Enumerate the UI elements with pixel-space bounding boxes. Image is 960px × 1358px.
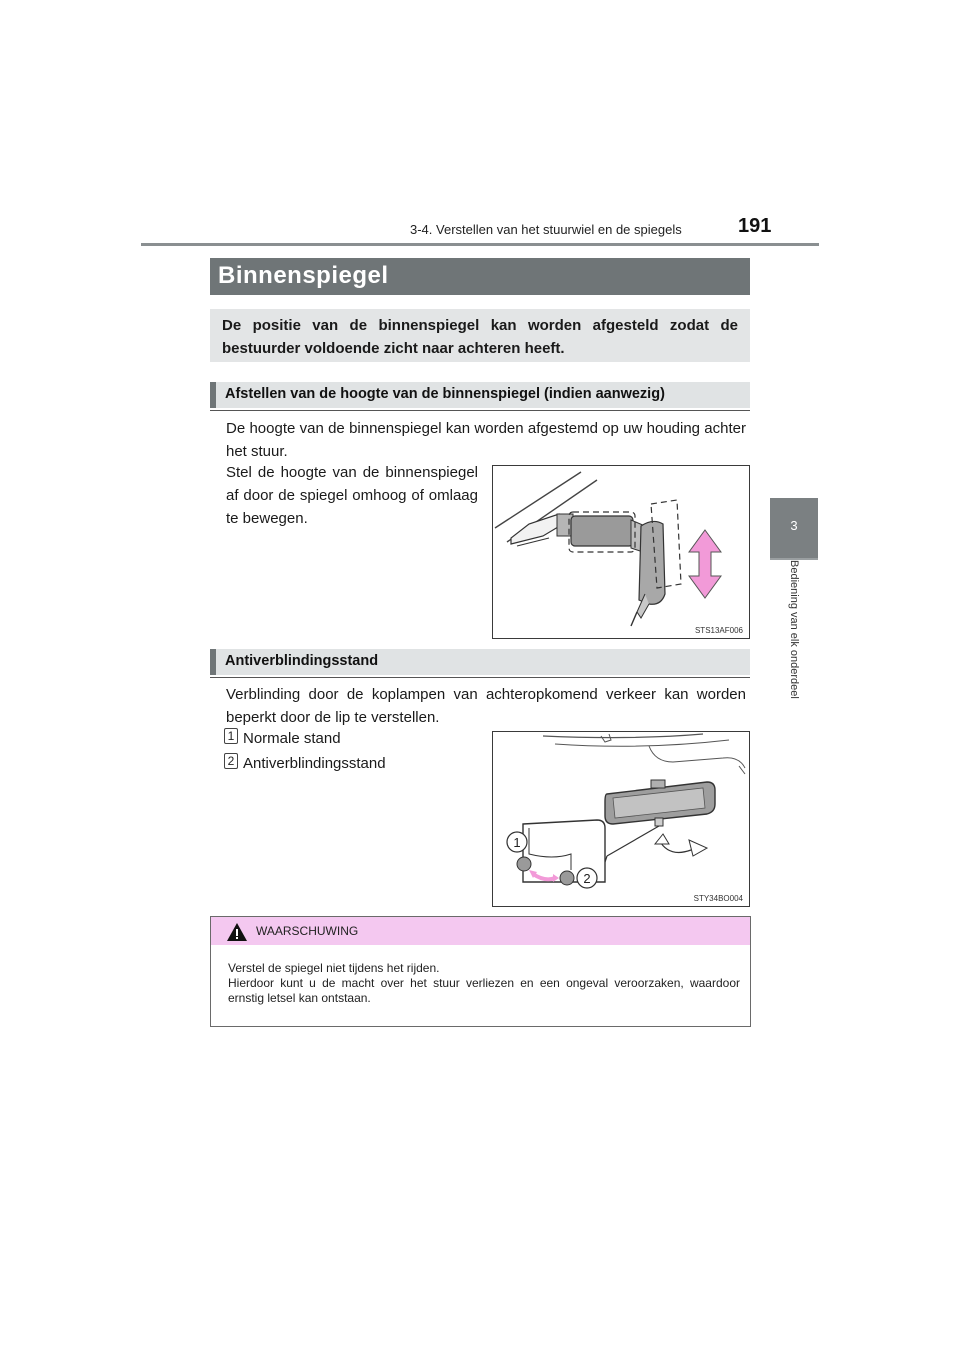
chapter-label: Bediening van elk onderdeel <box>788 560 800 699</box>
section-heading-underline <box>210 677 750 678</box>
item-number-1: 1 <box>224 728 238 744</box>
page-number: 191 <box>738 215 772 237</box>
page-title: Binnenspiegel <box>218 262 389 289</box>
header-section-title: 3-4. Verstellen van het stuurwiel en de spiegels <box>410 222 682 237</box>
section-heading-accent <box>210 649 216 675</box>
item-label-antiglare: Antiverblindingsstand <box>243 755 386 772</box>
warning-triangle-icon <box>226 922 248 942</box>
section-heading-antiglare: Antiverblindingsstand <box>225 653 379 669</box>
section-heading-height: Afstellen van de hoogte van de binnenspiegel (indien aanwezig) <box>225 386 665 402</box>
warning-title: WAARSCHUWING <box>256 924 359 938</box>
height-adjust-instruction: Stel de hoogte van de binnenspiegel af door de spiegel omhoog of omlaag te bewegen. <box>226 464 478 527</box>
figure-mirror-height <box>492 465 750 639</box>
antiglare-illustration <box>493 732 749 906</box>
figure-code-height: STS13AF006 <box>694 626 743 635</box>
chapter-number: 3 <box>790 518 798 533</box>
warning-line-1: Verstel de spiegel niet tijdens het rijden. <box>228 961 440 975</box>
section-heading-underline <box>210 410 750 411</box>
height-adjust-paragraph: De hoogte van de binnenspiegel kan worden afgestemd op uw houding achter het stuur. <box>226 420 746 460</box>
section-heading-accent <box>210 382 216 408</box>
header-divider <box>141 243 819 246</box>
warning-body <box>228 961 740 1006</box>
mirror-height-illustration <box>493 466 749 638</box>
figure-code-antiglare: STY34BO004 <box>693 894 743 903</box>
figure-antiglare <box>492 731 750 907</box>
item-label-normal: Normale stand <box>243 730 341 747</box>
antiglare-paragraph: Verblinding door de koplampen van achteropkomend verkeer kan worden beperkt door de lip te verstellen. <box>226 686 746 726</box>
intro-text: De positie van de binnenspiegel kan worden afgesteld zodat de bestuurder voldoende zicht naar achteren heeft. <box>222 317 738 357</box>
svg-text:2: 2 <box>583 871 591 886</box>
chapter-label-container <box>785 560 805 732</box>
item-number-2: 2 <box>224 753 238 769</box>
svg-text:1: 1 <box>513 835 521 850</box>
warning-line-2: Hierdoor kunt u de macht over het stuur verliezen en een ongeval veroorzaken, waardoor ernstig letsel kan ontstaan. <box>228 976 740 1005</box>
